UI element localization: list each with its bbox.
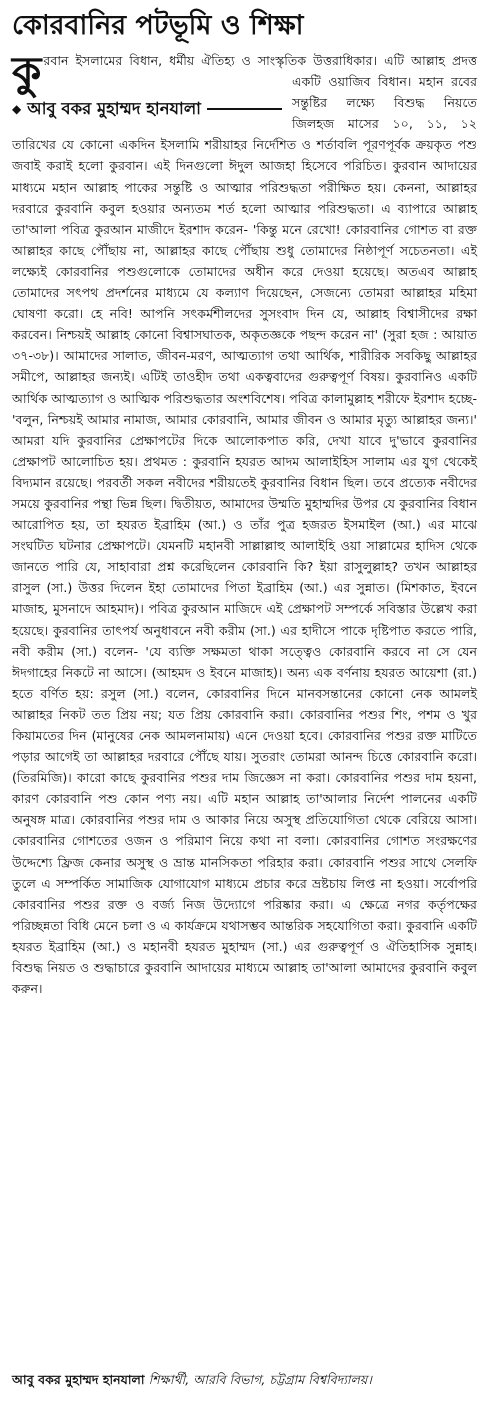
diamond-ornament-icon: ◆ <box>12 102 22 116</box>
byline-box <box>12 96 282 122</box>
article-headline: কোরবানির পটভূমি ও শিক্ষা <box>12 10 304 41</box>
byline-rule <box>207 108 282 110</box>
article-text <box>12 47 477 999</box>
byline-author: আবু বকর মুহাম্মদ হানযালা <box>27 99 201 118</box>
footer-role: শিক্ষার্থী, আরবি বিভাগ, চট্টগ্রাম বিশ্ববিদ্যালয়। <box>148 1372 372 1387</box>
drop-cap: কু <box>12 47 42 96</box>
author-footer <box>12 1370 477 1390</box>
article-paragraph: রবান ইসলামের বিধান, ধর্মীয় ঐতিহ্য ও সাংস্কৃতিক উত্তরাধিকার। এটি আল্লাহ প্রদত্ত একটি ওয়াজিব বিধান। মহান রবের সন্তুষ্টির লক্ষ্যে বিশুদ্ধ নিয়তে জিলহজ মাসের ১০, ১১, ১২ তারিখের যে কোনো একদিন ইসলামি শরীয়াহর নির্দেশিত ও শর্তাবলি পূরণপূর্বক ক্রয়কৃত পশু জবাই করাই হলো কুরবান। এই দিনগুলো ঈদুল আজহা হিসেবে পরিচিত। কুরবান আদায়ের মাধ্যমে মহান আল্লাহ পাকের সন্তুষ্টি ও আত্মার পরিশুদ্ধতা পরীক্ষিত হয়। কেননা, আল্লাহর দরবারে কুরবানি কবুল হওয়ার অন্যতম শর্ত হলো আত্মার পরিশুদ্ধতা। এ ব্যাপারে আল্লাহ তা'আলা পবিত্র কুরআন মাজীদে ইরশাদ করেন- 'কিন্তু মনে রেখো! কোরবানির গোশত বা রক্ত আল্লাহর কাছে পৌঁছায় না, আল্লাহর কাছে পৌঁছায় শুধু তোমাদের নিষ্ঠাপূর্ণ সচেতনতা। এই লক্ষ্যেই কোরবানির পশুগুলোকে তোমাদের অধীন করে দেওয়া হয়েছে। অতএব আল্লাহ তোমাদের সৎপথ প্রদর্শনের মাধ্যমে যে কল্যাণ দিয়েছেন, সেজন্যে তোমরা আল্লাহর মহিমা ঘোষণা করো। হে নবি! আপনি সৎকর্মশীলদের সুসংবাদ দিন যে, আল্লাহ বিশ্বাসীদের রক্ষা করবেন। নিশ্চয়ই আল্লাহ কোনো বিশ্বাসঘাতক, অকৃতজ্ঞকে পছন্দ করেন না' (সুরা হজ : আয়াত ৩৭-৩৮)। আমাদের সালাত, জীবন-মরণ, আত্মত্যাগ তথা আর্থিক, শারীরিক সবকিছু আল্লাহর সমীপে, আল্লাহর জন্যই। এটিই তাওহীদ তথা একত্ববাদের গুরুত্বপূর্ণ বিষয়। কুরবানিও একটি আর্থিক আত্মত্যাগ ও আত্মিক পরিশুদ্ধতার অংশবিশেষ। পবিত্র কালামুল্লাহ শরীফে ইরশাদ হচ্ছে- 'বলুন, নিশ্চয়ই আমার নামাজ, আমার কোরবানি, আমার জীবন ও আমার মৃত্যু আল্লাহর জন্য।' আমরা যদি কুরবানির প্রেক্ষাপটের দিকে আলোকপাত করি, দেখা যাবে দু'ভাবে কুরবানির প্রেক্ষাপট আলোচিত হয়। প্রথমত : কুরবানি হযরত আদম আলাইহিস সালাম এর যুগ থেকেই বিদ্যমান রয়েছে। পরবর্তী সকল নবীদের শরীয়তেই কুরবানির বিধান ছিল। তবে প্রত্যেক নবীদের সময়ে কুরবানির পন্থা ভিন্ন ছিল। দ্বিতীয়ত, আমাদের উম্মতি মুহাম্মদির উপর যে কুরবানির বিধান আরোপিত হয়, তা হযরত ইব্রাহিম (আ.) ও তাঁর পুত্র হজরত ইসমাইল (আ.) এর মাঝে সংঘটিত ঘটনার প্রেক্ষাপটে। যেমনটি মহানবী সাল্লাল্লাহু আলাইহি ওয়া সাল্লামের হাদিস থেকে জানতে পারি যে, সাহাবারা প্রশ্ন করেছিলেন কোরবানি কি? ইয়া রাসুলুল্লাহ? তখন আল্লাহর রাসুল (সা.) উত্তর দিলেন ইহা তোমাদের পিতা ইব্রাহিম (আ.) এর সুন্নাত। (মিশকাত, ইবনে মাজাহ, মুসনাদে আহমাদ)। পবিত্র কুরআন মাজিদে এই প্রেক্ষাপট সম্পর্কে সবিস্তার উল্লেখ করা হয়েছে। কুরবানির তাৎপর্য অনুধাবনে নবী করীম (সা.) এর হাদীসে পাকে দৃষ্টিপাত করতে পারি, নবী করীম (সা.) বলেন- 'যে ব্যক্তি সক্ষমতা থাকা সত্ত্বেও কোরবানি করবে না সে যেন ঈদগাহের নিকটে না আসে। (আহমদ ও ইবনে মাজাহ)। অন্য এক বর্ণনায় হযরত আয়েশা (রা.) হতে বর্ণিত হয়: রসুল (সা.) বলেন, কোরবানির দিনে মানবসন্তানের কোনো নেক আমলই আল্লাহর নিকট তত প্রিয় নয়; যত প্রিয় কোরবানি করা। কোরবানির পশুর শিং, পশম ও খুর কিয়ামতের দিন (মানুষের নেক আমলনামায়) এনে দেওয়া হবে। কোরবানির পশুর রক্ত মাটিতে পড়ার আগেই তা আল্লাহর দরবারে পৌঁছে যায়। সুতরাং তোমরা আনন্দ চিত্তে কোরবানি করো। (তিরমিজি)। কারো কাছে কুরবানির পশুর দাম জিজ্ঞেস না করা। কোরবানির পশুর দাম হয়না, কারণ কোরবানি পশু কোন পণ্য নয়। এটি মহান আল্লাহ তা'আলার নির্দেশ পালনের একটি অনুষঙ্গ মাত্র। কোরবানির পশুর দাম ও আকার নিয়ে অসুস্থ প্রতিযোগিতা থেকে বেরিয়ে আসা। কোরবানির গোশতের ওজন ও পরিমাণ নিয়ে কথা না বলা। কোরবানির গোশত সংরক্ষণের উদ্দেশ্যে ফ্রিজ কেনার অসুস্থ ও ভ্রান্ত মানসিকতা পরিহার করা। কোরবানি পশুর সাথে সেলফি তুলে এ সম্পর্কিত সামাজিক যোগাযোগ মাধ্যমে প্রচার করে ভ্রষ্টচায় লিপ্ত না হওয়া। সর্বোপরি কোরবানির পশুর রক্ত ও বর্জ্য নিজ উদ্যোগে পরিষ্কার করা। এ ক্ষেত্রে নগর কর্তৃপক্ষের পরিচ্ছন্নতা বিধি মেনে চলা ও এ কার্যক্রমে যথাসম্ভব আন্তরিক সহযোগিতা করা। কুরবানি একটি হযরত ইব্রাহিম (আ.) ও মহানবী হযরত মুহাম্মদ (সা.) এর গুরুত্বপূর্ণ ও ঐতিহাসিক সুন্নাহ। বিশুদ্ধ নিয়ত ও শুদ্ধাচারে কুরবানি আদায়ের মাধ্যমে আল্লাহ তা'আলা আমাদের কুরবানি কবুল করুন। <box>12 53 477 997</box>
footer-author: আবু বকর মুহাম্মদ হানযালা <box>12 1372 145 1387</box>
article-body <box>12 47 477 999</box>
